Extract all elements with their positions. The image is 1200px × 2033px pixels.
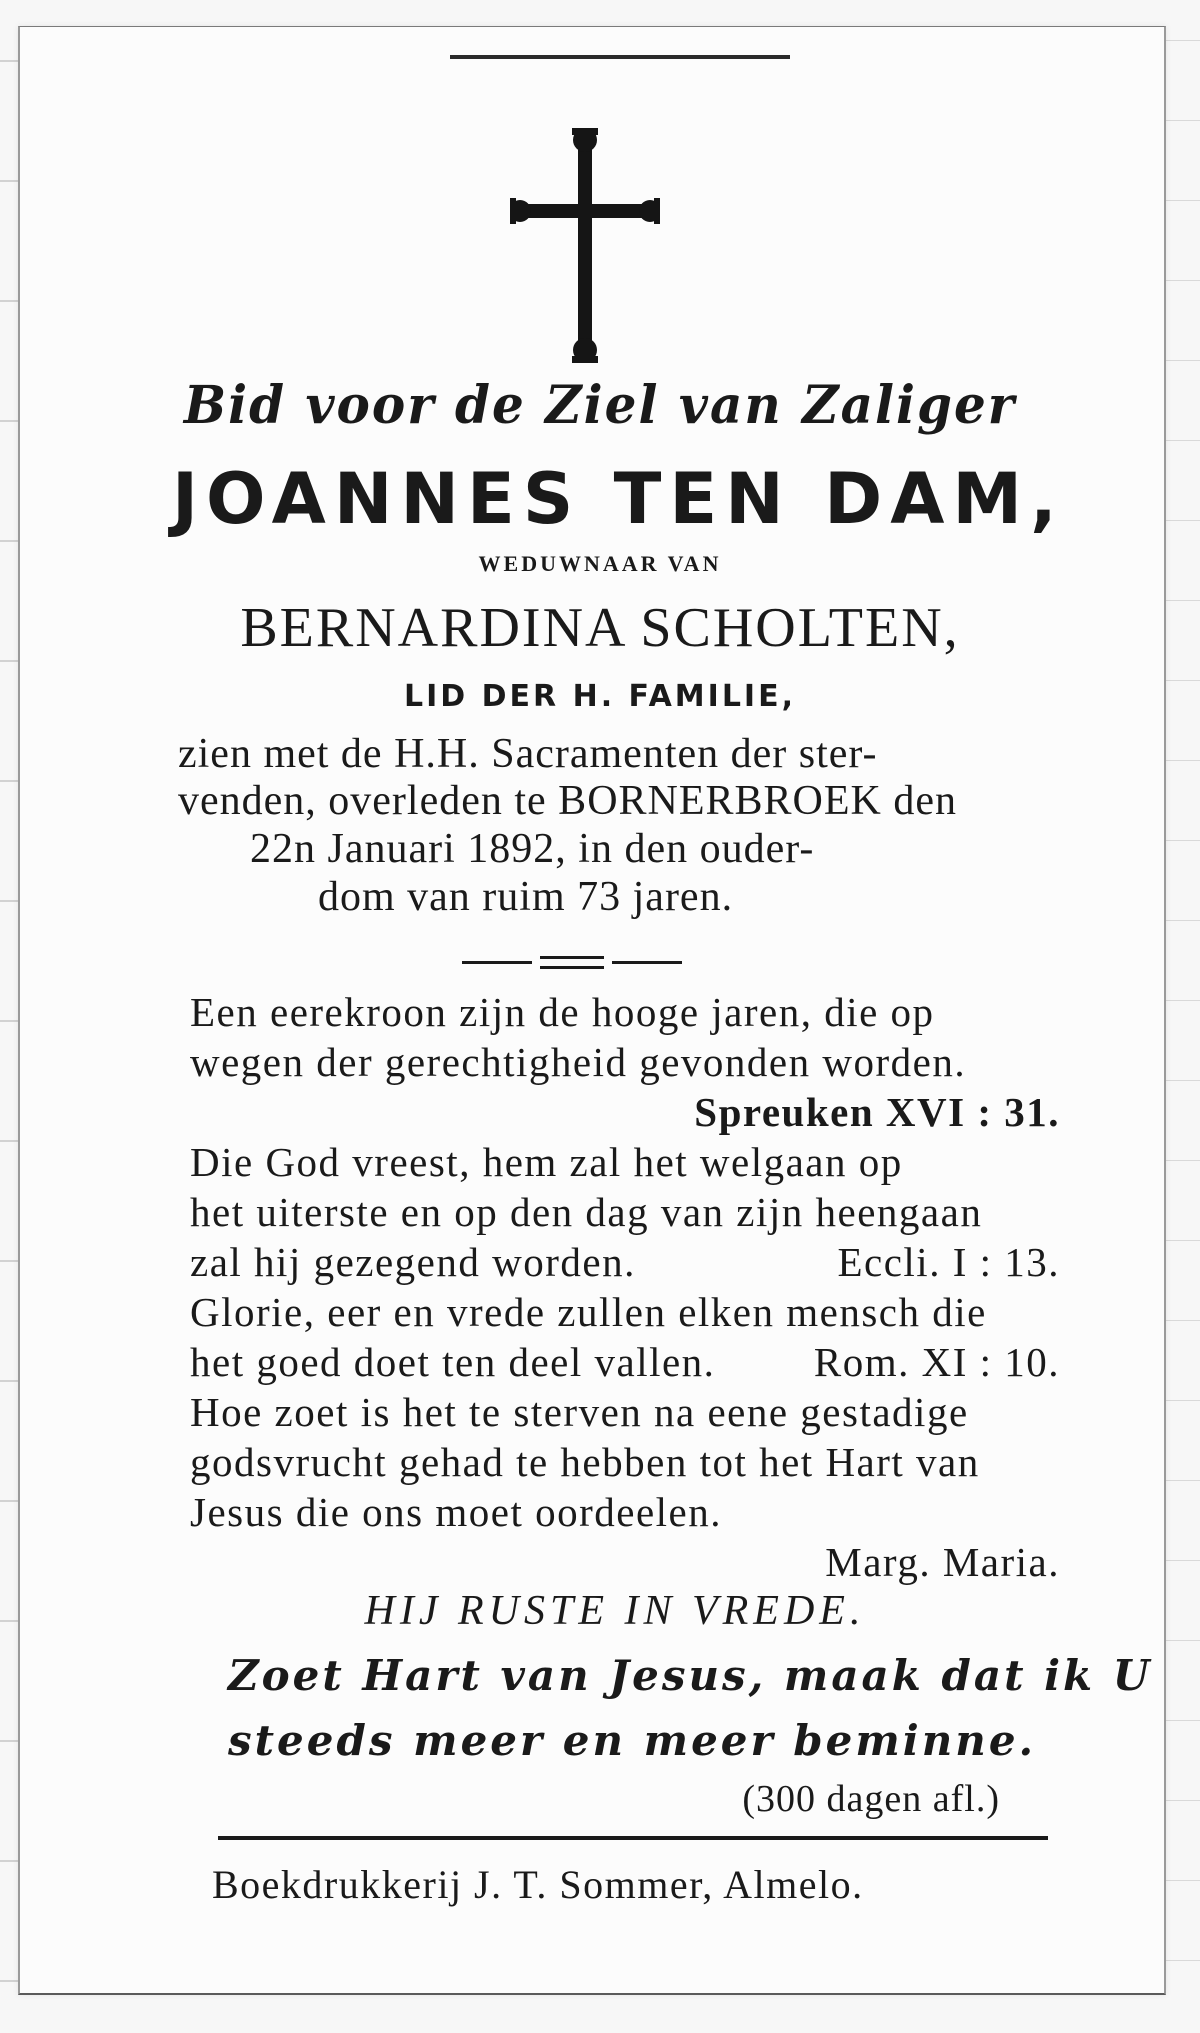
rest-in-peace: HIJ RUSTE IN VREDE. — [364, 1588, 866, 1634]
printer-credit: Boekdrukkerij J. T. Sommer, Almelo. — [212, 1862, 864, 1907]
notice-line: 22n Januari 1892, in den ouder- — [250, 826, 815, 872]
footer-rule — [218, 1836, 1048, 1840]
notice-line: zien met de H.H. Sacramenten der ster- — [178, 731, 878, 777]
indulgence-note: (300 dagen afl.) — [742, 1778, 1000, 1820]
quote-reference: Eccli. I : 13. — [837, 1239, 1060, 1285]
spouse-name: BERNARDINA SCHOLTEN, — [240, 597, 960, 659]
quote-line: godsvrucht gehad te hebben tot het Hart van — [190, 1439, 980, 1485]
quote-line: Jesus die ons moet oordeelen. — [190, 1489, 722, 1535]
quote-line: wegen der gerechtigheid gevonden worden. — [190, 1039, 967, 1085]
notice-line: venden, overleden te BORNERBROEK den — [178, 778, 958, 824]
cross-icon — [510, 128, 660, 363]
quote-reference: Spreuken XVI : 31. — [694, 1089, 1060, 1135]
quote-line: Hoe zoet is het te sterven na eene gestadige — [190, 1389, 969, 1435]
quote-reference: Marg. Maria. — [825, 1539, 1060, 1585]
quote-reference: Rom. XI : 10. — [813, 1339, 1060, 1385]
invocation-line: Zoet Hart van Jesus, maak dat ik U — [228, 1651, 1153, 1700]
scan-edge-right — [1164, 0, 1200, 2033]
prayer-heading: Bid voor de Ziel van Zaliger — [183, 373, 1017, 436]
quote-line: Die God vreest, hem zal het welgaan op — [190, 1139, 903, 1185]
invocation-line: steeds meer en meer beminne. — [228, 1716, 1037, 1765]
quote-line: het uiterste en op den dag van zijn heengaan — [190, 1189, 983, 1235]
quote-line: het goed doet ten deel vallen. — [190, 1339, 716, 1385]
quote-line: Glorie, eer en vrede zullen elken mensch die — [190, 1289, 987, 1335]
widower-of-label: WEDUWNAAR VAN — [478, 551, 722, 576]
top-border-line — [450, 55, 790, 59]
notice-line: dom van ruim 73 jaren. — [318, 874, 734, 920]
ornamental-divider — [462, 952, 682, 974]
quote-line: zal hij gezegend worden. — [190, 1239, 636, 1285]
deceased-name: JOANNES TEN DAM, — [172, 458, 1065, 540]
scan-edge-left — [0, 0, 18, 2033]
membership-label: LID DER H. FAMILIE, — [404, 679, 796, 714]
quote-line: Een eerekroon zijn de hooge jaren, die op — [190, 989, 935, 1035]
